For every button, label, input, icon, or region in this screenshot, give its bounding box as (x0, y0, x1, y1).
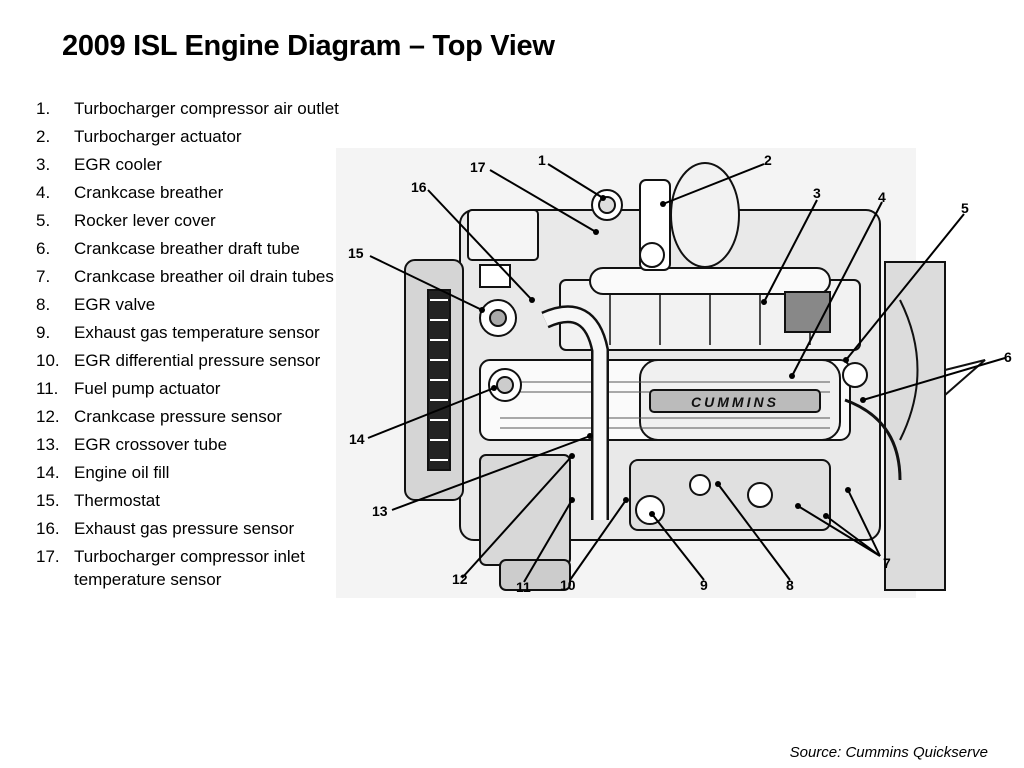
callout-7: 7 (883, 555, 891, 571)
callout-6: 6 (1004, 349, 1012, 365)
callout-14: 14 (349, 431, 365, 447)
legend-number: 1. (36, 99, 51, 118)
callout-5: 5 (961, 200, 969, 216)
source-credit: Source: Cummins Quickserve (789, 744, 988, 761)
legend-number: 5. (36, 211, 51, 230)
legend-text: EGR cooler (74, 155, 162, 174)
legend-text: Exhaust gas pressure sensor (74, 519, 295, 538)
legend-text: Fuel pump actuator (74, 379, 221, 398)
legend-item (36, 546, 356, 591)
legend-number: 14. (36, 463, 60, 482)
legend-text: Turbocharger actuator (74, 127, 242, 146)
legend-item (36, 518, 356, 541)
legend-item (36, 378, 356, 401)
legend-item (36, 490, 356, 513)
legend-text: Turbocharger compressor inlet temperature sensor (74, 547, 305, 589)
legend-text: Engine oil fill (74, 463, 170, 482)
legend-item (36, 210, 356, 233)
legend-item (36, 350, 356, 373)
legend-item (36, 266, 356, 289)
legend-item (36, 126, 356, 149)
callout-11: 11 (516, 579, 531, 595)
callout-9: 9 (700, 577, 708, 593)
legend-number: 15. (36, 491, 60, 510)
callout-10: 10 (560, 577, 576, 593)
callout-3: 3 (813, 185, 821, 201)
legend-number: 16. (36, 519, 60, 538)
legend-text: Exhaust gas temperature sensor (74, 323, 320, 342)
legend-text: EGR valve (74, 295, 156, 314)
callout-12: 12 (452, 571, 468, 587)
callout-8: 8 (786, 577, 794, 593)
legend-item (36, 322, 356, 345)
component-legend (36, 98, 356, 597)
legend-number: 4. (36, 183, 51, 202)
legend-text: Crankcase breather draft tube (74, 239, 300, 258)
legend-item (36, 434, 356, 457)
legend-number: 11. (36, 379, 59, 398)
legend-number: 6. (36, 239, 51, 258)
legend-text: Turbocharger compressor air outlet (74, 99, 339, 118)
page-title: 2009 ISL Engine Diagram – Top View (62, 30, 555, 62)
legend-item (36, 238, 356, 261)
legend-item (36, 182, 356, 205)
legend-text: EGR differential pressure sensor (74, 351, 321, 370)
callout-4: 4 (878, 189, 886, 205)
legend-text: Rocker lever cover (74, 211, 216, 230)
legend-number: 12. (36, 407, 60, 426)
legend-number: 10. (36, 351, 60, 370)
callout-17: 17 (470, 159, 486, 175)
legend-item (36, 98, 356, 121)
legend-text: EGR crossover tube (74, 435, 228, 454)
legend-number: 17. (36, 547, 60, 566)
legend-text: Thermostat (74, 491, 160, 510)
callout-1: 1 (538, 152, 546, 168)
legend-number: 13. (36, 435, 60, 454)
callout-15: 15 (348, 245, 364, 261)
legend-item (36, 294, 356, 317)
legend-number: 7. (36, 267, 51, 286)
callout-2: 2 (764, 152, 772, 168)
legend-item (36, 154, 356, 177)
legend-number: 8. (36, 295, 51, 314)
legend-text: Crankcase breather oil drain tubes (74, 267, 334, 286)
legend-item (36, 462, 356, 485)
callout-16: 16 (411, 179, 427, 195)
callout-13: 13 (372, 503, 388, 519)
legend-number: 3. (36, 155, 51, 174)
legend-item (36, 406, 356, 429)
engine-logo: CUMMINS (691, 394, 779, 410)
legend-text: Crankcase breather (74, 183, 224, 202)
engine-diagram (332, 138, 1012, 608)
legend-number: 2. (36, 127, 51, 146)
legend-text: Crankcase pressure sensor (74, 407, 282, 426)
legend-number: 9. (36, 323, 51, 342)
